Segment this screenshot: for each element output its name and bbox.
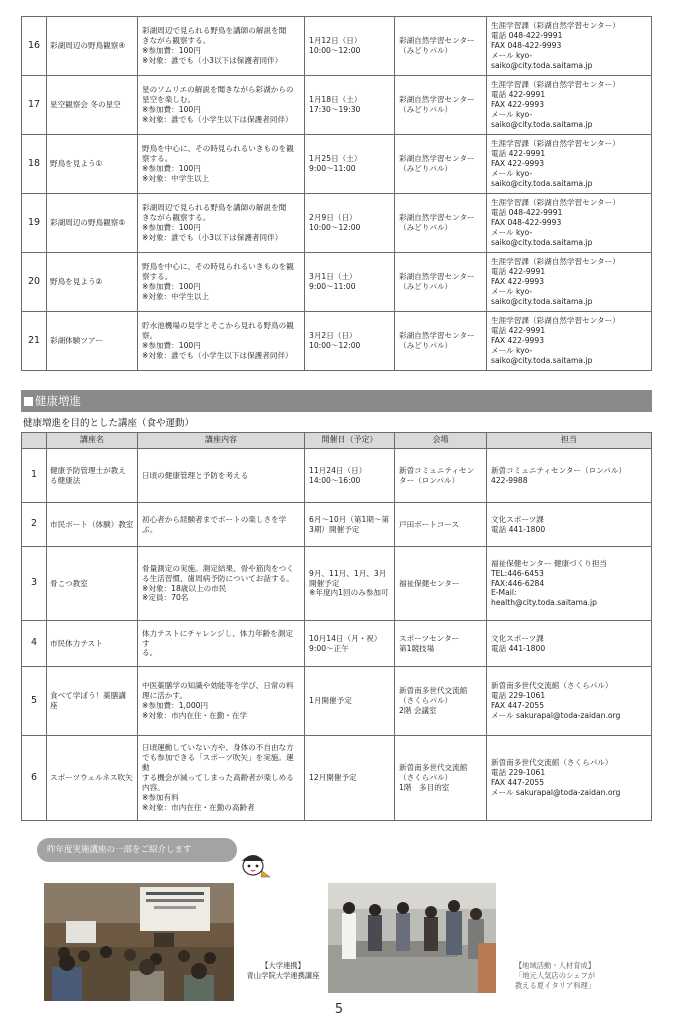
cell-no xyxy=(22,503,47,547)
cell-contact xyxy=(487,503,652,547)
cell-contact xyxy=(487,17,652,76)
cell-name xyxy=(47,621,138,667)
cell-name-text: 骨こつ教室 xyxy=(50,578,88,588)
caption-right-line-3: 教える夏イタリア料理」 xyxy=(514,980,596,990)
cell-date-text: 1月18日（土） 17:30～19:30 xyxy=(309,95,362,114)
cell-name-text: 野鳥を見よう② xyxy=(50,277,103,287)
cell-venue xyxy=(395,449,487,503)
cell-no xyxy=(22,312,47,371)
cell-no xyxy=(22,194,47,253)
cell-date xyxy=(305,449,395,503)
header-name: 講座名 xyxy=(47,433,138,449)
cell-name xyxy=(47,312,138,371)
cell-name xyxy=(47,449,138,503)
table-row xyxy=(22,312,652,371)
cell-contact-text: 新曽南多世代交流館（さくらパル） 電話 229-1061 FAX 447-2055 メール sakurapal@toda-zaidan.org xyxy=(491,758,621,797)
cell-date xyxy=(305,312,395,371)
section-header xyxy=(21,390,652,412)
cell-content xyxy=(138,312,305,371)
cell-venue xyxy=(395,667,487,736)
header-no xyxy=(22,433,47,449)
cell-content-text: 骨量測定の実施。測定結果、骨や筋肉をつく る生活習慣、歯周病予防についてお話する。 ※対象：18歳以上の市民 ※定員：70名 xyxy=(142,563,294,603)
cell-contact-text: 福祉保健センター 健康づくり担当 TEL:446-6453 FAX:446-6284 E-Mail: health@city.toda.saitama.jp xyxy=(491,558,608,608)
cell-content-text: 彩湖周辺で見られる野鳥を講師の解説を聞 きながら観察する。 ※参加費：100円 ※対象：誰でも（小3以下は保護者同伴） xyxy=(142,26,287,65)
cell-venue xyxy=(395,194,487,253)
cell-no-text: 6 xyxy=(30,771,38,783)
section-subtitle: 健康増進を目的とした講座（食や運動） xyxy=(23,418,195,429)
cell-name-text: 市民ボート（体験）教室 xyxy=(50,519,134,529)
cell-venue xyxy=(395,253,487,312)
cell-name xyxy=(47,76,138,135)
cell-no xyxy=(22,547,47,621)
cell-name-text: スポーツウェルネス吹矢 xyxy=(50,773,133,783)
cell-content xyxy=(138,503,305,547)
table-row xyxy=(22,76,652,135)
cell-no-text: 18 xyxy=(27,157,41,169)
caption-left-line-1: 【大学連携】 xyxy=(261,961,305,970)
cell-content-text: 彩湖周辺で見られる野鳥を講師の解説を聞 きながら観察する。 ※参加費：100円 ※対象：誰でも（小3以下は保護者同伴） xyxy=(142,203,287,242)
cell-venue-text: 戸田ボートコース xyxy=(399,519,460,529)
cell-name xyxy=(47,667,138,736)
cell-date-text: 1月12日（日） 10:00～12:00 xyxy=(309,36,362,55)
table-row xyxy=(22,194,652,253)
table-row xyxy=(22,449,652,503)
table-row xyxy=(22,503,652,547)
cell-date-text: 10月14日（月・祝） 9:00～正午 xyxy=(309,633,382,653)
cell-contact xyxy=(487,736,652,821)
cell-contact-text: 新曽コミュニティセンター（ロンパル） 422-9988 xyxy=(491,465,627,485)
cell-date-text: 9月、11月、1月、3月 開催予定 ※年度内1回のみ参加可 xyxy=(309,568,389,598)
cell-content-text: 初心者から経験者までボートの楽しさを学 ぶ。 xyxy=(142,514,287,534)
cell-name xyxy=(47,547,138,621)
cell-no xyxy=(22,253,47,312)
cell-venue-text: 彩湖自然学習センター （みどりパル） xyxy=(399,272,475,291)
cell-no-text: 4 xyxy=(30,637,38,649)
cell-venue xyxy=(395,621,487,667)
cell-venue-text: 新曽南多世代交流館 （さくらパル） 1階 多目的室 xyxy=(399,763,468,792)
caption-right-line-1: 【地域活動・人材育成】 xyxy=(514,961,596,970)
cell-venue xyxy=(395,312,487,371)
cell-contact xyxy=(487,253,652,312)
cell-date-text: 3月1日（土） 9:00～11:00 xyxy=(309,272,357,291)
table-row xyxy=(22,667,652,736)
cell-date xyxy=(305,135,395,194)
cell-no xyxy=(22,76,47,135)
table-row xyxy=(22,135,652,194)
photo-cooking xyxy=(328,883,496,993)
cell-contact xyxy=(487,76,652,135)
cell-content-text: 中医薬膳学の知識や効能等を学び、日常の料 理に活かす。 ※参加費：1,000円 ※対象：市内在住・在勤・在学 xyxy=(142,681,294,720)
cell-content xyxy=(138,667,305,736)
cell-venue-text: 新曽南多世代交流館 （さくらパル） 2階 会議室 xyxy=(399,686,468,715)
cell-content xyxy=(138,135,305,194)
table-row xyxy=(22,253,652,312)
cell-date xyxy=(305,736,395,821)
cell-date xyxy=(305,547,395,621)
cell-no-text: 20 xyxy=(27,275,41,287)
cell-date-text: 3月2日（日） 10:00～12:00 xyxy=(309,331,361,350)
caption-right-line-2: 「地元人気店のシェフが xyxy=(514,970,596,980)
cell-date xyxy=(305,503,395,547)
photo-caption-left xyxy=(238,961,328,981)
cell-date xyxy=(305,194,395,253)
cell-venue xyxy=(395,17,487,76)
cell-no xyxy=(22,449,47,503)
cell-contact-text: 新曽南多世代交流館（さくらパル） 電話 229-1061 FAX 447-2055 メール sakurapal@toda-zaidan.org xyxy=(491,681,621,720)
cell-contact-text: 文化スポーツ課 電話 441-1800 xyxy=(491,633,546,653)
cell-name-text: 彩湖周辺の野鳥観察④ xyxy=(50,41,126,51)
cell-venue xyxy=(395,503,487,547)
cell-no-text: 21 xyxy=(27,334,41,346)
cell-date xyxy=(305,621,395,667)
cell-content-text: 体力テストにチャレンジし、体力年齢を測定す る。 xyxy=(142,628,293,658)
cell-content xyxy=(138,17,305,76)
cell-contact xyxy=(487,312,652,371)
intro-bubble: 昨年度実施講座の一部をご紹介します xyxy=(37,838,237,862)
cell-no xyxy=(22,667,47,736)
cell-contact-text: 生涯学習課（彩湖自然学習センター） 電話 048-422-9991 FAX 048-422-9993 メール kyo- saiko@city.toda.saitama.jp xyxy=(491,21,620,70)
cell-no-text: 5 xyxy=(30,694,38,706)
cell-name xyxy=(47,503,138,547)
cell-no xyxy=(22,135,47,194)
cell-name-text: 星空観察会 冬の星空 xyxy=(50,100,121,110)
cell-name xyxy=(47,135,138,194)
cell-no-text: 2 xyxy=(30,518,38,530)
cell-name xyxy=(47,253,138,312)
cell-name-text: 彩湖体験ツアー xyxy=(50,336,103,346)
cell-name xyxy=(47,736,138,821)
cell-content xyxy=(138,547,305,621)
cell-no-text: 3 xyxy=(30,577,38,589)
cell-name-text: 健康予防管理士が教え る健康法 xyxy=(50,465,126,485)
header-contact: 担当 xyxy=(487,433,652,449)
cell-venue xyxy=(395,76,487,135)
cell-contact xyxy=(487,621,652,667)
mascot-icon xyxy=(236,846,272,880)
cell-name-text: 野鳥を見よう① xyxy=(50,159,103,169)
course-table-health xyxy=(21,432,652,821)
header-venue: 会場 xyxy=(395,433,487,449)
cell-venue-text: 彩湖自然学習センター （みどりパル） xyxy=(399,154,475,173)
cell-content xyxy=(138,736,305,821)
cell-no-text: 1 xyxy=(30,469,38,481)
cell-content xyxy=(138,253,305,312)
cell-date-text: 11月24日（日） 14:00～16:00 xyxy=(309,465,367,485)
photo-caption-right xyxy=(500,961,610,991)
cell-contact xyxy=(487,194,652,253)
section-marker-icon xyxy=(24,397,33,406)
cell-content xyxy=(138,194,305,253)
cell-contact-text: 生涯学習課（彩湖自然学習センター） 電話 048-422-9991 FAX 048-422-9993 メール kyo- saiko@city.toda.saitama.jp xyxy=(491,198,620,247)
cell-date xyxy=(305,17,395,76)
cell-name xyxy=(47,17,138,76)
cell-content-text: 日頃運動していない方や、身体の不自由な方 でも参加できる「スポーツ吹矢」を実施。運動 する機会が減ってしまった高齢者が楽しめる 内容。 ※参加有料 ※対象：市内在住・在勤の高齢者 xyxy=(142,743,294,812)
cell-contact xyxy=(487,667,652,736)
cell-contact xyxy=(487,449,652,503)
cell-name-text: 食べて学ぼう！薬膳講 座 xyxy=(50,691,126,710)
cell-date xyxy=(305,76,395,135)
table-row xyxy=(22,621,652,667)
table-header-row xyxy=(22,433,652,449)
cell-date xyxy=(305,667,395,736)
cell-date-text: 1月25日（土） 9:00～11:00 xyxy=(309,154,362,173)
header-content: 講座内容 xyxy=(138,433,305,449)
cell-name-text: 市民体力テスト xyxy=(50,638,103,648)
cell-venue xyxy=(395,547,487,621)
cell-venue xyxy=(395,736,487,821)
cell-content xyxy=(138,76,305,135)
cell-contact-text: 生涯学習課（彩湖自然学習センター） 電話 422-9991 FAX 422-9993 メール kyo- saiko@city.toda.saitama.jp xyxy=(491,316,620,365)
cell-venue-text: 彩湖自然学習センター （みどりパル） xyxy=(399,95,475,114)
cell-no-text: 17 xyxy=(27,98,41,110)
cell-date-text: 1月開催予定 xyxy=(309,696,352,706)
table-row xyxy=(22,547,652,621)
cell-venue-text: 新曽コミュニティセン ター（ロンパル） xyxy=(399,465,475,485)
cell-contact-text: 生涯学習課（彩湖自然学習センター） 電話 422-9991 FAX 422-9993 メール kyo- saiko@city.toda.saitama.jp xyxy=(491,139,620,188)
cell-content xyxy=(138,449,305,503)
cell-contact-text: 生涯学習課（彩湖自然学習センター） 電話 422-9991 FAX 422-9993 メール kyo- saiko@city.toda.saitama.jp xyxy=(491,80,620,129)
cell-venue-text: スポーツセンター 第1競技場 xyxy=(399,633,460,653)
cell-date-text: 12月開催予定 xyxy=(309,773,357,783)
photo-lecture xyxy=(44,883,234,1001)
course-table-upper xyxy=(21,16,652,371)
cell-content-text: 貯水池機場の見学とそこから見れる野鳥の観 察。 ※参加費：100円 ※対象：誰でも（小学生以下は保護者同伴） xyxy=(142,321,294,360)
cell-contact-text: 文化スポーツ課 電話 441-1800 xyxy=(491,514,546,534)
table-row xyxy=(22,736,652,821)
cell-venue-text: 彩湖自然学習センター （みどりパル） xyxy=(399,213,475,232)
cell-content xyxy=(138,621,305,667)
cell-content-text: 野鳥を中心に、その時見られるいきものを観 察する。 ※参加費：100円 ※対象：中学生以上 xyxy=(142,262,294,301)
cell-no-text: 19 xyxy=(27,216,41,228)
cell-name xyxy=(47,194,138,253)
cell-venue-text: 彩湖自然学習センター （みどりパル） xyxy=(399,331,475,350)
cell-contact xyxy=(487,547,652,621)
cell-content-text: 野鳥を中心に、その時見られるいきものを観 察する。 ※参加費：100円 ※対象：中学生以上 xyxy=(142,144,294,183)
cell-date-text: 6月～10月（第1期～第 3期）開催予定 xyxy=(309,514,390,534)
cell-venue xyxy=(395,135,487,194)
cell-no xyxy=(22,17,47,76)
page-number: 5 xyxy=(334,1002,344,1017)
caption-left-line-2: 青山学院大学連携講座 xyxy=(246,970,320,980)
cell-no xyxy=(22,736,47,821)
cell-name-text: 彩湖周辺の野鳥観察⑤ xyxy=(50,218,126,228)
cell-venue-text: 福祉保健センター xyxy=(399,578,460,588)
section-title: 健康増進 xyxy=(35,394,81,408)
cell-venue-text: 彩湖自然学習センター （みどりパル） xyxy=(399,36,475,55)
cell-contact-text: 生涯学習課（彩湖自然学習センター） 電話 422-9991 FAX 422-9993 メール kyo- saiko@city.toda.saitama.jp xyxy=(491,257,620,306)
cell-contact xyxy=(487,135,652,194)
cell-content-text: 日頃の健康管理と予防を考える xyxy=(142,470,249,480)
table-row xyxy=(22,17,652,76)
cell-date xyxy=(305,253,395,312)
header-date: 開催日（予定） xyxy=(305,433,395,449)
cell-content-text: 星のソムリエの解説を聞きながら彩湖からの 星空を楽しむ。 ※参加費：100円 ※対象：誰でも（小学生以下は保護者同伴） xyxy=(142,85,294,124)
cell-no-text: 16 xyxy=(27,39,41,51)
cell-no xyxy=(22,621,47,667)
cell-date-text: 2月9日（日） 10:00～12:00 xyxy=(309,213,361,232)
